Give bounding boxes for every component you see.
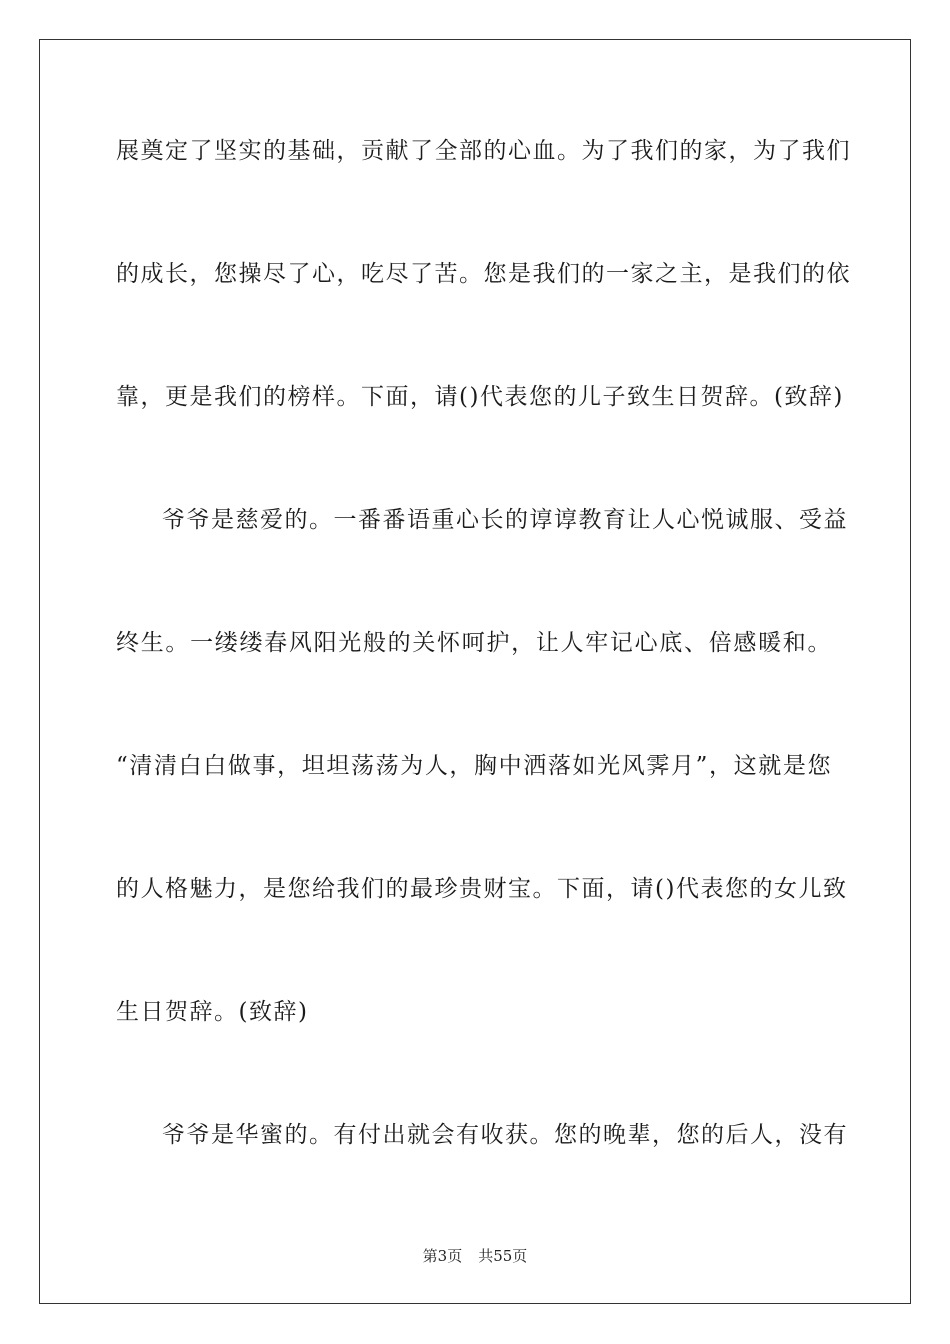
text-line: 展奠定了坚实的基础，贡献了全部的心血。为了我们的家，为了我们 (116, 138, 851, 164)
document-body (116, 128, 851, 1235)
paragraph-start-line: 爷爷是华蜜的。有付出就会有收获。您的晚辈，您的后人，没有 (162, 1122, 848, 1148)
paragraph-start-line: 爷爷是慈爱的。一番番语重心长的谆谆教育让人心悦诚服、受益 (162, 507, 848, 533)
text-line: 的人格魅力，是您给我们的最珍贵财宝。下面，请()代表您的女儿致 (116, 876, 848, 902)
page-footer (0, 1246, 950, 1266)
text-line: 靠，更是我们的榜样。下面，请()代表您的儿子致生日贺辞。(致辞) (116, 384, 844, 410)
paragraph-end-line: 生日贺辞。(致辞) (116, 999, 309, 1025)
text-line: 终生。一缕缕春风阳光般的关怀呵护，让人牢记心底、倍感暖和。 (116, 630, 832, 656)
page-total: 共55页 (478, 1247, 528, 1265)
page-number: 第3页 (422, 1247, 463, 1265)
text-line: “清清白白做事，坦坦荡荡为人，胸中洒落如光风霁月”，这就是您 (116, 753, 832, 779)
text-line: 的成长，您操尽了心，吃尽了苦。您是我们的一家之主，是我们的依 (116, 261, 851, 287)
